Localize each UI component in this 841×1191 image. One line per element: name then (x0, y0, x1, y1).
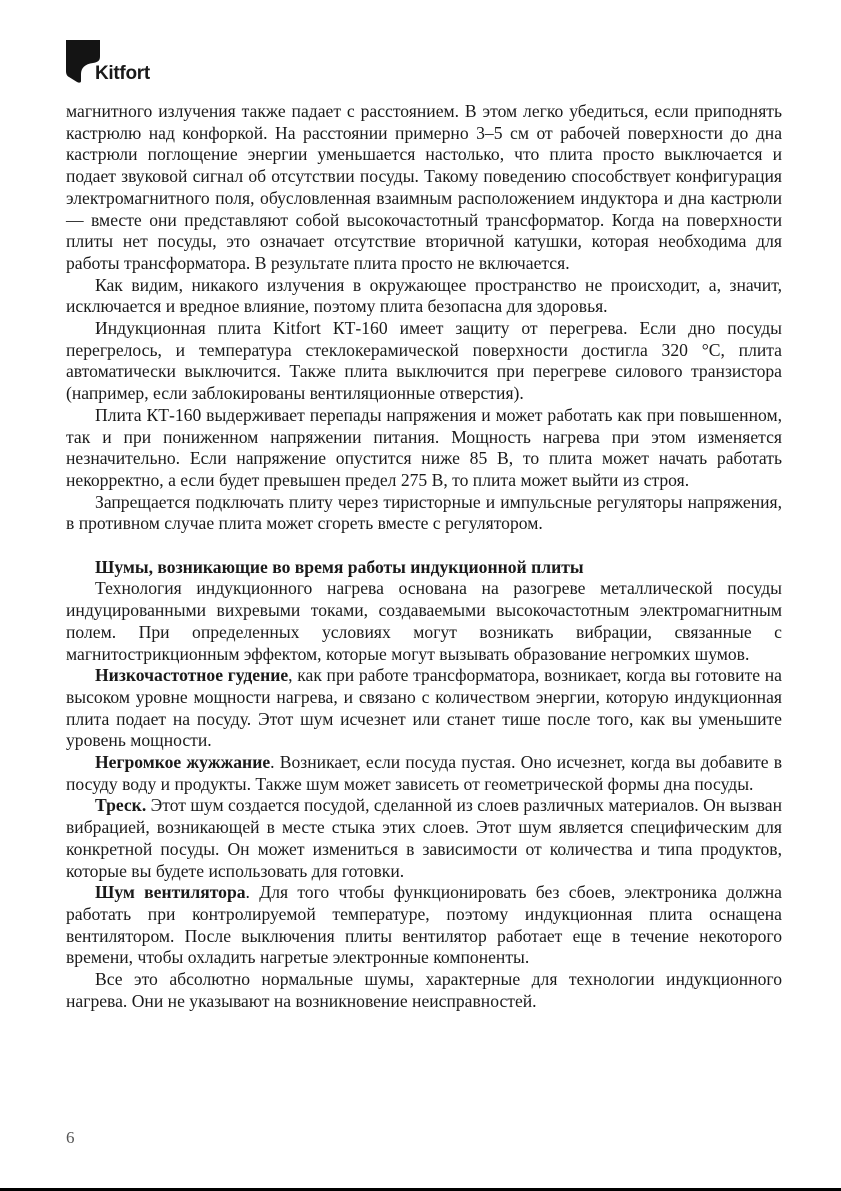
term-low-hum: Низкочастотное гудение (95, 665, 289, 686)
paragraph-overheat-protection: Индукционная плита Kitfort КТ-160 имеет защиту от перегрева. Если дно посуды перегрелось, и температура стеклокерамической поверхности достигла 320 °С, плита автоматически выключится. Также плита выключится при перегреве силового транзистора (например, если заблокированы вентиляционные отверстия). (66, 318, 782, 404)
text-low-hum: , как при работе трансформатора, возникает, когда вы готовите на высоком уровне мощности нагрева, и связано с количеством энергии, которую индукционная плита подает на посуду. Этот шум исчезнет или станет тише после того, как вы уменьшите уровень мощности. (66, 665, 782, 751)
document-body (66, 101, 782, 1013)
text-fan-noise: . Для того чтобы функционировать без сбоев, электроника должна работать при контролируемой температуре, поэтому индукционная плита оснащена вентилятором. После выключения плиты вентилятор работает еще в течение некоторого времени, чтобы охладить нагретые электронные компоненты. (66, 882, 782, 968)
text-crackle: Этот шум создается посудой, сделанной из слоев различных материалов. Он вызван вибрацией, возникающей в месте стыка этих слоев. Этот шум является специфическим для конкретной посуды. Он может измениться в зависимости от количества и типа продуктов, которые вы будете использовать для готовки. (66, 795, 782, 881)
brand-logo (66, 40, 176, 88)
paragraph-fan-noise (66, 882, 782, 969)
term-fan-noise: Шум вентилятора (95, 882, 246, 903)
paragraph-radiation-distance: магнитного излучения также падает с расстоянием. В этом легко убедиться, если приподнять кастрюлю над конфоркой. На расстоянии примерно 3–5 см от рабочей поверхности до дна кастрюли поглощение энергии уменьшается настолько, что плита просто выключается и подает звуковой сигнал об отсутствии посуды. Такому поведению способствует конфигурация электромагнитного поля, обусловленная взаимным расположением индуктора и дна кастрюли — вместе они представляют собой высокочастотный трансформатор. Когда на поверхности плиты нет посуды, это означает отсутствие вторичной катушки, которая необходима для работы трансформатора. В результате плита просто не включается. (66, 101, 782, 273)
paragraph-no-emission: Как видим, никакого излучения в окружающее пространство не происходит, а, значит, исключается и вредное влияние, поэтому плита безопасна для здоровья. (66, 274, 782, 317)
paragraph-crackle (66, 795, 782, 882)
section-heading-noises: Шумы, возникающие во время работы индукционной плиты (95, 556, 584, 577)
brand-name: Kitfort (95, 63, 150, 84)
text-buzz: . Возникает, если посуда пустая. Оно исчезнет, когда вы добавите в посуду воду и продукты. Также шум может зависеть от геометрической формы дна посуды. (66, 752, 783, 794)
term-crackle: Треск. (95, 795, 147, 816)
paragraph-voltage-tolerance: Плита КТ-160 выдерживает перепады напряжения и может работать как при повышенном, так и при пониженном напряжении питания. Мощность нагрева при этом изменяется незначительно. Если напряжение опустится ниже 85 В, то плита может начать работать некорректно, а если будет превышен предел 275 В, то плита может выйти из строя. (66, 404, 782, 490)
paragraph-noise-intro: Технология индукционного нагрева основана на разогреве металлической посуды индуцированными вихревыми токами, создаваемыми высокочастотным электромагнитным полем. При определенных условиях могут возникать вибрации, связанные с магнитострикционным эффектом, которые могут вызывать образование негромких шумов. (66, 578, 782, 664)
paragraph-closing: Все это абсолютно нормальные шумы, характерные для технологии индукционного нагрева. Они не указывают на возникновение неисправностей. (66, 969, 782, 1011)
paragraph-low-hum (66, 665, 782, 752)
page-number: 6 (66, 1128, 75, 1147)
paragraph-buzz (66, 752, 782, 795)
paragraph-regulator-warning: Запрещается подключать плиту через тиристорные и импульсные регуляторы напряжения, в противном случае плита может сгореть вместе с регулятором. (66, 491, 782, 534)
term-buzz: Негромкое жужжание (95, 752, 271, 773)
